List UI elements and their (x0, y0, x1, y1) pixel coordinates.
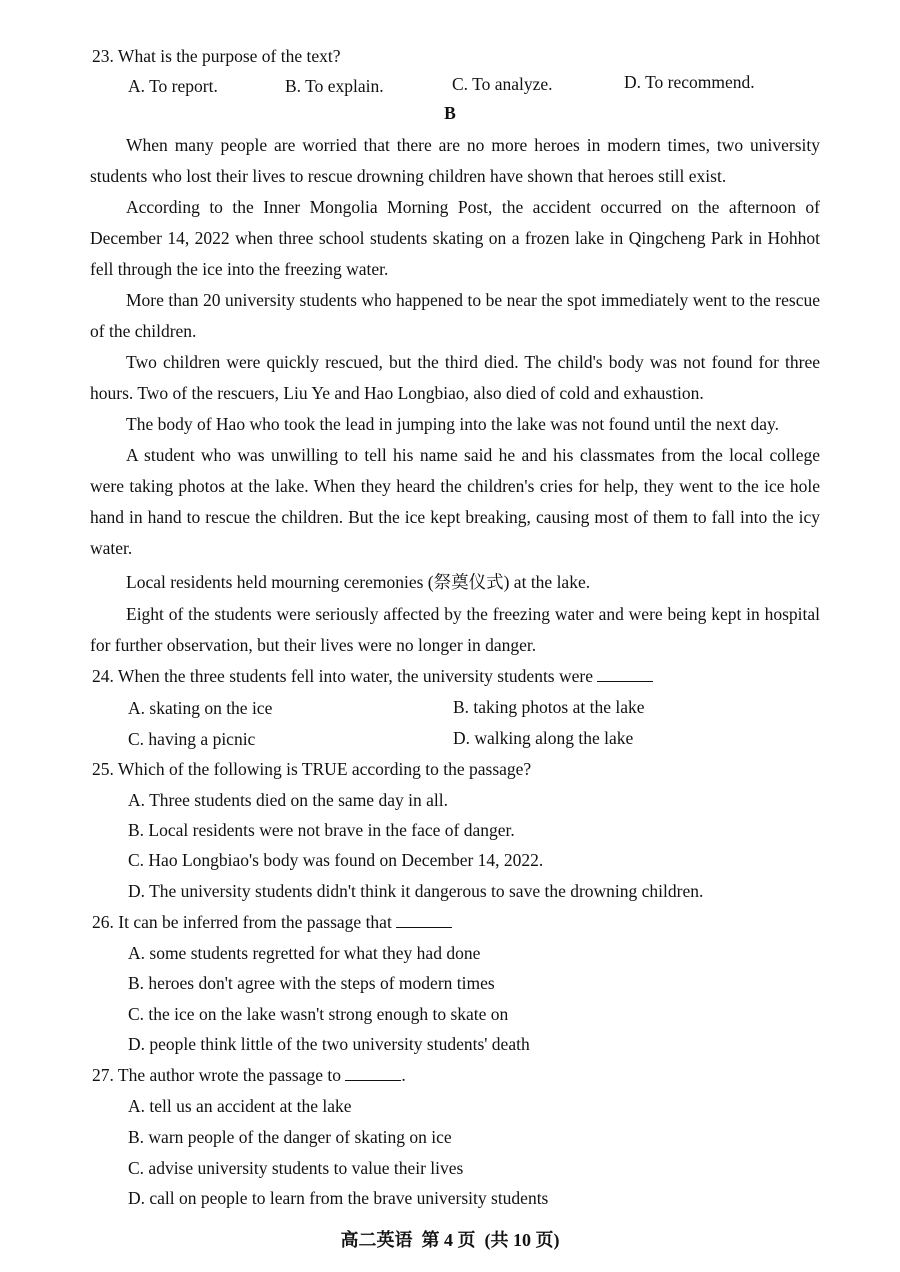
question-27-text: 27. The author wrote the passage to (92, 1065, 341, 1085)
question-26-option-b: B. heroes don't agree with the steps of modern times (128, 973, 495, 993)
passage-paragraph: More than 20 university students who happened to be near the spot immediately went to the rescue of the children. (90, 290, 820, 341)
page-footer: 高二英语 第 4 页 (共 10 页) (340, 1230, 560, 1250)
question-24-option-b: B. taking photos at the lake (453, 697, 645, 717)
question-23-stem: 23. What is the purpose of the text? (92, 46, 341, 66)
passage-paragraph: The body of Hao who took the lead in jumping into the lake was not found until the next day. (126, 414, 780, 434)
passage-paragraph: A student who was unwilling to tell his name said he and his classmates from the local college were taking photos at the lake. When they heard the children's cries for help, they went to the ice hole hand in hand to rescue the children. But the ice kept breaking, causing most of them to fall into the icy water. (90, 445, 820, 558)
question-23-option-b: B. To explain. (285, 76, 384, 96)
question-26-stem (92, 912, 452, 933)
passage-paragraph: According to the Inner Mongolia Morning Post, the accident occurred on the afternoon of December 14, 2022 when three school students skating on a frozen lake in Qingcheng Park in Hohhot fell through the ice into the freezing water. (90, 197, 820, 279)
passage-paragraph: Local residents held mourning ceremonies (祭奠仪式) at the lake. (126, 572, 591, 592)
question-25-stem: 25. Which of the following is TRUE according to the passage? (92, 759, 532, 779)
question-25-option-d: D. The university students didn't think it dangerous to save the drowning children. (128, 881, 704, 901)
question-25-option-c: C. Hao Longbiao's body was found on December 14, 2022. (128, 850, 544, 870)
question-23-option-c: C. To analyze. (452, 74, 553, 94)
question-23-option-d: D. To recommend. (624, 72, 755, 92)
question-27-option-b: B. warn people of the danger of skating on ice (128, 1127, 452, 1147)
section-label: B (444, 103, 456, 123)
question-27-option-a: A. tell us an accident at the lake (128, 1096, 352, 1116)
question-27-option-d: D. call on people to learn from the brave university students (128, 1188, 549, 1208)
question-25-option-a: A. Three students died on the same day in all. (128, 790, 448, 810)
question-27-option-c: C. advise university students to value their lives (128, 1158, 464, 1178)
question-24-option-c: C. having a picnic (128, 729, 256, 749)
question-24-option-a: A. skating on the ice (128, 698, 273, 718)
question-26-option-d: D. people think little of the two university students' death (128, 1034, 530, 1054)
passage-paragraph: Two children were quickly rescued, but the third died. The child's body was not found for three hours. Two of the rescuers, Liu Ye and Hao Longbiao, also died of cold and exhaustion. (90, 352, 820, 403)
answer-blank (396, 926, 452, 928)
question-24-option-d: D. walking along the lake (453, 728, 634, 748)
answer-blank (597, 680, 653, 682)
question-23-option-a: A. To report. (128, 76, 218, 96)
answer-blank (345, 1079, 401, 1081)
question-25-option-b: B. Local residents were not brave in the face of danger. (128, 820, 515, 840)
question-26-option-a: A. some students regretted for what they had done (128, 943, 481, 963)
passage-paragraph: When many people are worried that there are no more heroes in modern times, two university students who lost their lives to rescue drowning children have shown that heroes still exist. (90, 135, 820, 186)
question-26-text: 26. It can be inferred from the passage that (92, 912, 392, 932)
question-26-option-c: C. the ice on the lake wasn't strong enough to skate on (128, 1004, 509, 1024)
question-24-stem (92, 666, 653, 687)
question-24-text: 24. When the three students fell into water, the university students were (92, 666, 593, 686)
passage-paragraph: Eight of the students were seriously affected by the freezing water and were being kept in hospital for further observation, but their lives were no longer in danger. (90, 604, 820, 655)
question-27-period: . (401, 1065, 406, 1085)
question-27-stem (92, 1065, 406, 1086)
